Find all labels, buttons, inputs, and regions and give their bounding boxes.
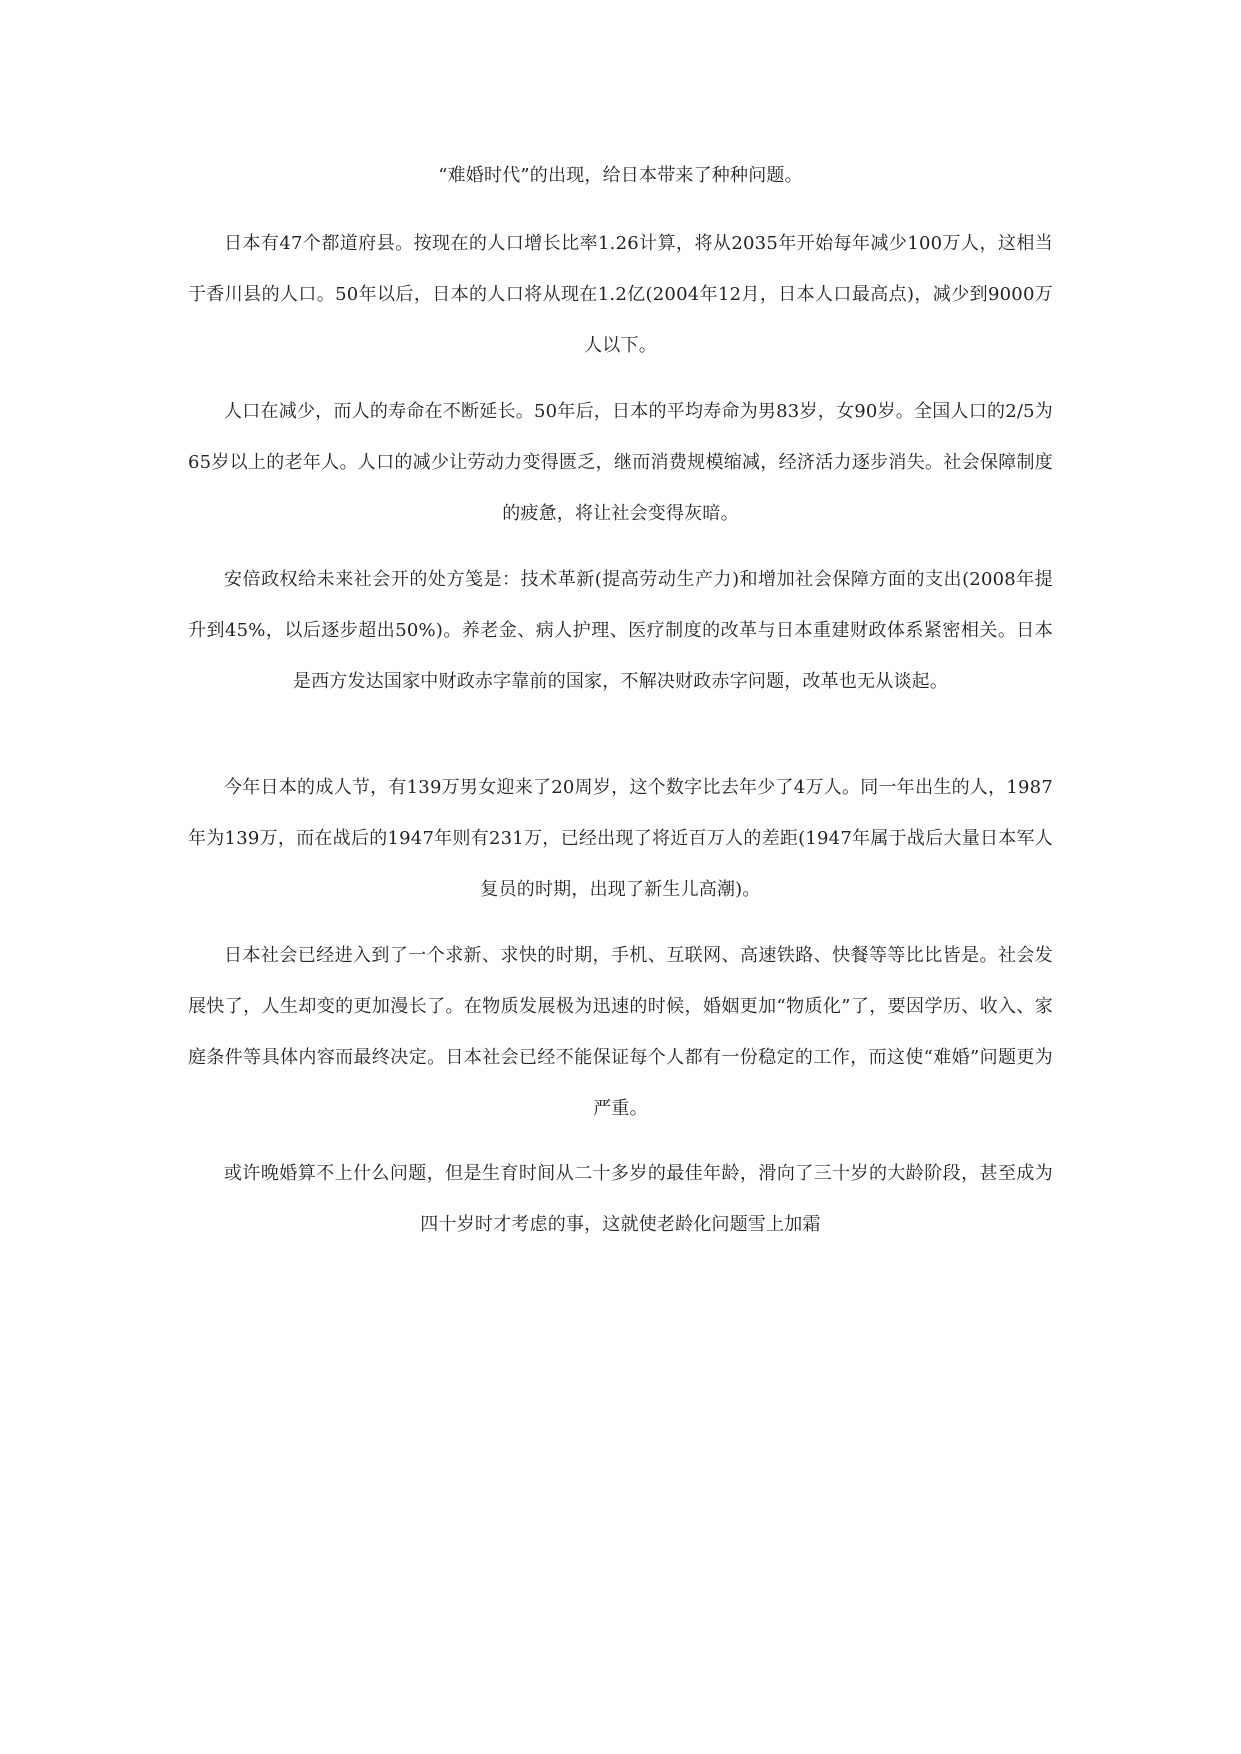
- paragraph-coming-of-age: 今年日本的成人节，有139万男女迎来了20周岁，这个数字比去年少了4万人。同一年出生的人，1987年为139万，而在战后的1947年则有231万，已经出现了将近百万人的差距(1947年属于战后大量日本军人复员的时期，出现了新生儿高潮)。: [188, 777, 1053, 900]
- document-title: “难婚时代”的出现，给日本带来了种种问题。: [438, 165, 803, 186]
- paragraph-aging: 人口在减少，而人的寿命在不断延长。50年后，日本的平均寿命为男83岁，女90岁。全国人口的2/5为65岁以上的老年人。人口的减少让劳动力变得匮乏，继而消费规模缩减，经济活力逐步消失。社会保障制度的疲惫，将让社会变得灰暗。: [188, 401, 1053, 524]
- paragraph-society: 日本社会已经进入到了一个求新、求快的时期，手机、互联网、高速铁路、快餐等等比比皆是。社会发展快了，人生却变的更加漫长了。在物质发展极为迅速的时候，婚姻更加“物质化”了，要因学历、收入、家庭条件等具体内容而最终决定。日本社会已经不能保证每个人都有一份稳定的工作，而这使“难婚”问题更为严重。: [188, 945, 1053, 1119]
- paragraph-late-marriage: 或许晚婚算不上什么问题，但是生育时间从二十多岁的最佳年龄，滑向了三十岁的大龄阶段，甚至成为四十岁时才考虑的事，这就使老龄化问题雪上加霜: [224, 1163, 1053, 1235]
- paragraph-population-decline: 日本有47个都道府县。按现在的人口增长比率1.26计算，将从2035年开始每年减少100万人，这相当于香川县的人口。50年以后，日本的人口将从现在1.2亿(2004年12月，日本人口最高点)，减少到9000万人以下。: [188, 233, 1053, 356]
- paragraph-policy: 安倍政权给未来社会开的处方笺是：技术革新(提高劳动生产力)和增加社会保障方面的支出(2008年提升到45%，以后逐步超出50%)。养老金、病人护理、医疗制度的改革与日本重建财政体系紧密相关。日本是西方发达国家中财政赤字靠前的国家，不解决财政赤字问题，改革也无从谈起。: [188, 569, 1053, 692]
